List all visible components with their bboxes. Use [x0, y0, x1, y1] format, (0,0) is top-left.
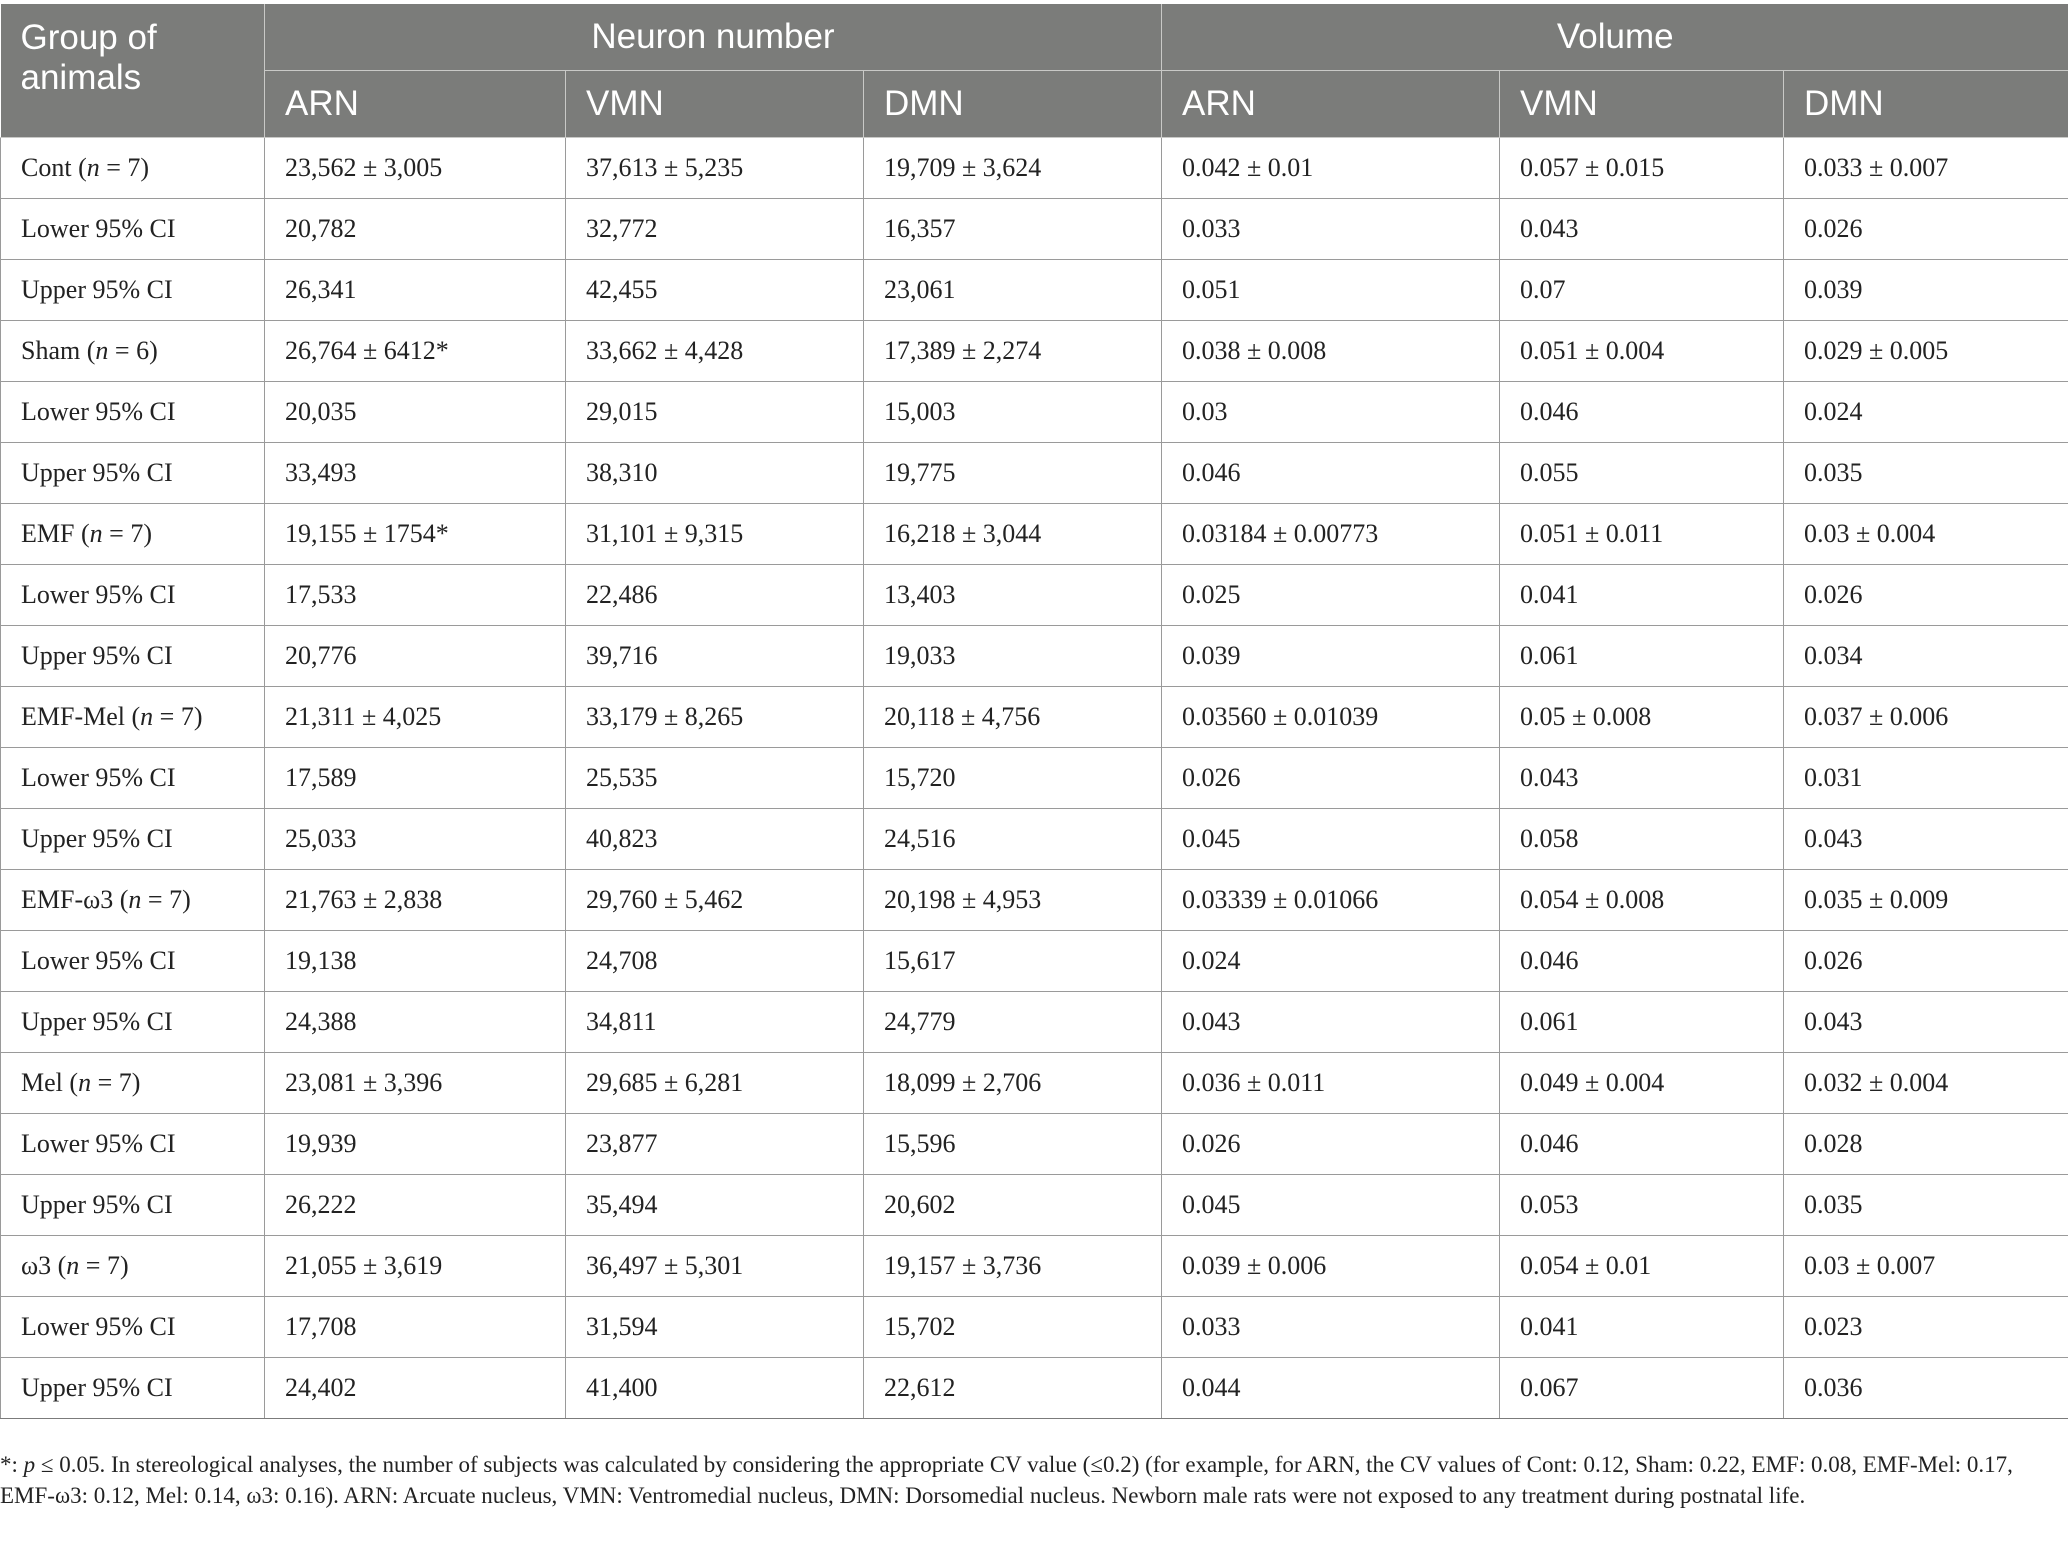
table-cell: 13,403 [864, 565, 1162, 626]
header-volume-arn: ARN [1162, 71, 1500, 138]
row-n-value: 7 [106, 1251, 120, 1280]
row-label [1, 260, 265, 321]
table-cell: 32,772 [566, 199, 864, 260]
table-cell: 19,775 [864, 443, 1162, 504]
row-label-text: Lower 95% CI [21, 397, 176, 426]
table-cell: 20,782 [265, 199, 566, 260]
table-cell: 36,497 ± 5,301 [566, 1236, 864, 1297]
table-row [1, 504, 2068, 565]
table-cell: 0.036 [1784, 1358, 2068, 1419]
table-cell: 29,760 ± 5,462 [566, 870, 864, 931]
row-label [1, 565, 265, 626]
table-cell: 15,720 [864, 748, 1162, 809]
table-cell: 0.045 [1162, 809, 1500, 870]
table-cell: 0.03339 ± 0.01066 [1162, 870, 1500, 931]
table-row [1, 870, 2068, 931]
footnote-star: *: [0, 1452, 24, 1477]
table-cell: 0.039 [1162, 626, 1500, 687]
table-cell: 20,602 [864, 1175, 1162, 1236]
table-cell: 17,589 [265, 748, 566, 809]
table-cell: 35,494 [566, 1175, 864, 1236]
table-cell: 0.049 ± 0.004 [1500, 1053, 1784, 1114]
table-cell: 0.045 [1162, 1175, 1500, 1236]
table-cell: 19,157 ± 3,736 [864, 1236, 1162, 1297]
table-cell: 20,776 [265, 626, 566, 687]
row-label-text: EMF-ω3 [21, 885, 114, 914]
row-label: Mel (n = 7) [1, 1053, 265, 1114]
row-label [1, 626, 265, 687]
footnote-p: p [23, 1452, 36, 1477]
table-body [1, 138, 2068, 1419]
table-cell: 0.037 ± 0.006 [1784, 687, 2068, 748]
table-cell: 0.026 [1784, 931, 2068, 992]
table-cell: 0.046 [1162, 443, 1500, 504]
footnote [0, 1449, 2060, 1511]
table-cell: 19,033 [864, 626, 1162, 687]
row-label: EMF-ω3 (n = 7) [1, 870, 265, 931]
table-cell: 0.046 [1500, 1114, 1784, 1175]
table-cell: 0.024 [1784, 382, 2068, 443]
row-label [1, 992, 265, 1053]
header-group-of-animals: Group of animals [1, 4, 265, 138]
table-cell: 0.026 [1162, 748, 1500, 809]
table-cell: 0.054 ± 0.008 [1500, 870, 1784, 931]
row-label [1, 443, 265, 504]
table-cell: 29,685 ± 6,281 [566, 1053, 864, 1114]
table-cell: 25,535 [566, 748, 864, 809]
row-label-text: ω3 [21, 1251, 52, 1280]
table-cell: 0.035 [1784, 1175, 2068, 1236]
table-cell: 0.032 ± 0.004 [1784, 1053, 2068, 1114]
table-cell: 41,400 [566, 1358, 864, 1419]
row-label: EMF-Mel (n = 7) [1, 687, 265, 748]
table-cell: 0.054 ± 0.01 [1500, 1236, 1784, 1297]
table-cell: 0.05 ± 0.008 [1500, 687, 1784, 748]
table-container [0, 4, 2068, 1419]
table-cell: 38,310 [566, 443, 864, 504]
row-n-value: 7 [169, 885, 183, 914]
table-cell: 0.029 ± 0.005 [1784, 321, 2068, 382]
table-cell: 21,311 ± 4,025 [265, 687, 566, 748]
table-cell: 0.025 [1162, 565, 1500, 626]
table-cell: 23,877 [566, 1114, 864, 1175]
table-cell: 23,081 ± 3,396 [265, 1053, 566, 1114]
row-label-text: Cont [21, 153, 72, 182]
row-label [1, 1175, 265, 1236]
table-cell: 0.046 [1500, 931, 1784, 992]
table-cell: 25,033 [265, 809, 566, 870]
table-cell: 0.039 [1784, 260, 2068, 321]
table-cell: 34,811 [566, 992, 864, 1053]
table-row [1, 1358, 2068, 1419]
table-cell: 15,617 [864, 931, 1162, 992]
row-label-text: Lower 95% CI [21, 580, 176, 609]
table-cell: 33,662 ± 4,428 [566, 321, 864, 382]
row-label-text: EMF-Mel [21, 702, 125, 731]
table-cell: 37,613 ± 5,235 [566, 138, 864, 199]
row-label [1, 1358, 265, 1419]
table-cell: 20,118 ± 4,756 [864, 687, 1162, 748]
table-cell: 29,015 [566, 382, 864, 443]
row-label-text: Lower 95% CI [21, 946, 176, 975]
row-label [1, 1114, 265, 1175]
table-cell: 19,155 ± 1754* [265, 504, 566, 565]
table-cell: 42,455 [566, 260, 864, 321]
table-row [1, 382, 2068, 443]
table-cell: 0.043 [1162, 992, 1500, 1053]
footnote-text: ≤ 0.05. In stereological analyses, the number of subjects was calculated by considering the appropriate CV value (≤0.2) (for example, for ARN, the CV values of Cont: 0.12, Sham: 0.22, EMF: 0.08, EMF-Mel: 0.17, EMF-ω3: 0.12, Mel: 0.14, ω3: 0.16). ARN: Arcuate nucleus, VMN: Ventromedial nucleus, DMN: Dorsomedial nucleus. Newborn male rats were not exposed to any treatment during postnatal life. [0, 1452, 2013, 1508]
row-label-text: Upper 95% CI [21, 458, 173, 487]
row-n-value: 7 [180, 702, 194, 731]
header-neuron-dmn: DMN [864, 71, 1162, 138]
header-row-groups [1, 4, 2068, 71]
row-label-text: Upper 95% CI [21, 1190, 173, 1219]
table-cell: 0.036 ± 0.011 [1162, 1053, 1500, 1114]
table-row [1, 321, 2068, 382]
table-cell: 0.033 [1162, 199, 1500, 260]
table-cell: 39,716 [566, 626, 864, 687]
table-cell: 0.033 [1162, 1297, 1500, 1358]
header-neuron-number: Neuron number [265, 4, 1162, 71]
table-cell: 0.044 [1162, 1358, 1500, 1419]
row-label-text: Lower 95% CI [21, 1312, 176, 1341]
table-cell: 19,709 ± 3,624 [864, 138, 1162, 199]
table-cell: 21,055 ± 3,619 [265, 1236, 566, 1297]
table-cell: 0.07 [1500, 260, 1784, 321]
table-row [1, 1114, 2068, 1175]
row-label: Cont (n = 7) [1, 138, 265, 199]
table-cell: 0.039 ± 0.006 [1162, 1236, 1500, 1297]
header-volume-dmn: DMN [1784, 71, 2068, 138]
row-n-value: 6 [136, 336, 150, 365]
table-cell: 0.028 [1784, 1114, 2068, 1175]
table-cell: 0.035 ± 0.009 [1784, 870, 2068, 931]
table-cell: 0.031 [1784, 748, 2068, 809]
table-cell: 0.058 [1500, 809, 1784, 870]
table-row [1, 138, 2068, 199]
table-cell: 40,823 [566, 809, 864, 870]
row-label [1, 382, 265, 443]
table-cell: 0.043 [1784, 809, 2068, 870]
row-label-text: Upper 95% CI [21, 275, 173, 304]
row-label [1, 1297, 265, 1358]
table-cell: 0.051 ± 0.011 [1500, 504, 1784, 565]
table-cell: 21,763 ± 2,838 [265, 870, 566, 931]
table-row [1, 931, 2068, 992]
row-label-text: Sham [21, 336, 81, 365]
table-cell: 24,402 [265, 1358, 566, 1419]
row-n-value: 7 [127, 153, 141, 182]
header-row-nuclei [1, 71, 2068, 138]
table-cell: 0.043 [1784, 992, 2068, 1053]
data-table [0, 4, 2068, 1419]
table-cell: 0.055 [1500, 443, 1784, 504]
table-cell: 26,222 [265, 1175, 566, 1236]
table-row [1, 1236, 2068, 1297]
table-cell: 0.051 ± 0.004 [1500, 321, 1784, 382]
table-cell: 0.042 ± 0.01 [1162, 138, 1500, 199]
table-cell: 15,596 [864, 1114, 1162, 1175]
table-cell: 0.034 [1784, 626, 2068, 687]
row-label-text: Upper 95% CI [21, 641, 173, 670]
table-row [1, 626, 2068, 687]
table-cell: 0.026 [1784, 565, 2068, 626]
table-cell: 0.03560 ± 0.01039 [1162, 687, 1500, 748]
table-cell: 0.067 [1500, 1358, 1784, 1419]
table-cell: 15,003 [864, 382, 1162, 443]
table-cell: 0.026 [1784, 199, 2068, 260]
table-cell: 18,099 ± 2,706 [864, 1053, 1162, 1114]
row-label [1, 199, 265, 260]
table-row [1, 809, 2068, 870]
table-cell: 31,594 [566, 1297, 864, 1358]
row-label-text: Lower 95% CI [21, 214, 176, 243]
header-volume: Volume [1162, 4, 2068, 71]
header-volume-vmn: VMN [1500, 71, 1784, 138]
table-cell: 23,061 [864, 260, 1162, 321]
table-cell: 0.041 [1500, 565, 1784, 626]
table-row [1, 260, 2068, 321]
table-cell: 0.03 ± 0.007 [1784, 1236, 2068, 1297]
table-row [1, 1053, 2068, 1114]
row-label [1, 809, 265, 870]
table-cell: 15,702 [864, 1297, 1162, 1358]
table-cell: 24,388 [265, 992, 566, 1053]
table-header [1, 4, 2068, 138]
row-n-value: 7 [130, 519, 144, 548]
table-cell: 22,486 [566, 565, 864, 626]
table-cell: 0.026 [1162, 1114, 1500, 1175]
table-cell: 0.053 [1500, 1175, 1784, 1236]
row-label-text: Lower 95% CI [21, 1129, 176, 1158]
table-cell: 16,357 [864, 199, 1162, 260]
row-label-text: EMF [21, 519, 75, 548]
table-cell: 24,779 [864, 992, 1162, 1053]
table-row [1, 443, 2068, 504]
table-cell: 24,708 [566, 931, 864, 992]
table-cell: 0.038 ± 0.008 [1162, 321, 1500, 382]
table-cell: 0.033 ± 0.007 [1784, 138, 2068, 199]
header-neuron-vmn: VMN [566, 71, 864, 138]
table-cell: 0.046 [1500, 382, 1784, 443]
table-cell: 19,138 [265, 931, 566, 992]
table-cell: 16,218 ± 3,044 [864, 504, 1162, 565]
table-cell: 0.043 [1500, 199, 1784, 260]
table-row [1, 687, 2068, 748]
table-cell: 0.023 [1784, 1297, 2068, 1358]
row-label-text: Mel [21, 1068, 63, 1097]
table-row [1, 565, 2068, 626]
table-cell: 0.035 [1784, 443, 2068, 504]
table-cell: 0.057 ± 0.015 [1500, 138, 1784, 199]
row-label: EMF (n = 7) [1, 504, 265, 565]
header-neuron-arn: ARN [265, 71, 566, 138]
table-cell: 0.061 [1500, 992, 1784, 1053]
table-cell: 0.03 ± 0.004 [1784, 504, 2068, 565]
table-cell: 0.024 [1162, 931, 1500, 992]
table-cell: 22,612 [864, 1358, 1162, 1419]
table-cell: 0.061 [1500, 626, 1784, 687]
row-label: Sham (n = 6) [1, 321, 265, 382]
table-cell: 0.043 [1500, 748, 1784, 809]
row-label-text: Upper 95% CI [21, 824, 173, 853]
table-cell: 26,764 ± 6412* [265, 321, 566, 382]
row-label-text: Upper 95% CI [21, 1373, 173, 1402]
table-cell: 26,341 [265, 260, 566, 321]
table-row [1, 1297, 2068, 1358]
table-cell: 33,493 [265, 443, 566, 504]
table-cell: 0.03 [1162, 382, 1500, 443]
table-row [1, 199, 2068, 260]
table-cell: 31,101 ± 9,315 [566, 504, 864, 565]
table-row [1, 992, 2068, 1053]
table-cell: 0.041 [1500, 1297, 1784, 1358]
row-label [1, 748, 265, 809]
table-cell: 17,708 [265, 1297, 566, 1358]
table-cell: 0.051 [1162, 260, 1500, 321]
table-cell: 20,035 [265, 382, 566, 443]
row-label-text: Upper 95% CI [21, 1007, 173, 1036]
row-n-value: 7 [118, 1068, 132, 1097]
table-cell: 17,533 [265, 565, 566, 626]
table-cell: 17,389 ± 2,274 [864, 321, 1162, 382]
table-row [1, 748, 2068, 809]
table-cell: 20,198 ± 4,953 [864, 870, 1162, 931]
table-cell: 24,516 [864, 809, 1162, 870]
row-label-text: Lower 95% CI [21, 763, 176, 792]
table-cell: 23,562 ± 3,005 [265, 138, 566, 199]
row-label [1, 931, 265, 992]
table-cell: 0.03184 ± 0.00773 [1162, 504, 1500, 565]
row-label: ω3 (n = 7) [1, 1236, 265, 1297]
table-cell: 19,939 [265, 1114, 566, 1175]
table-cell: 33,179 ± 8,265 [566, 687, 864, 748]
table-row [1, 1175, 2068, 1236]
